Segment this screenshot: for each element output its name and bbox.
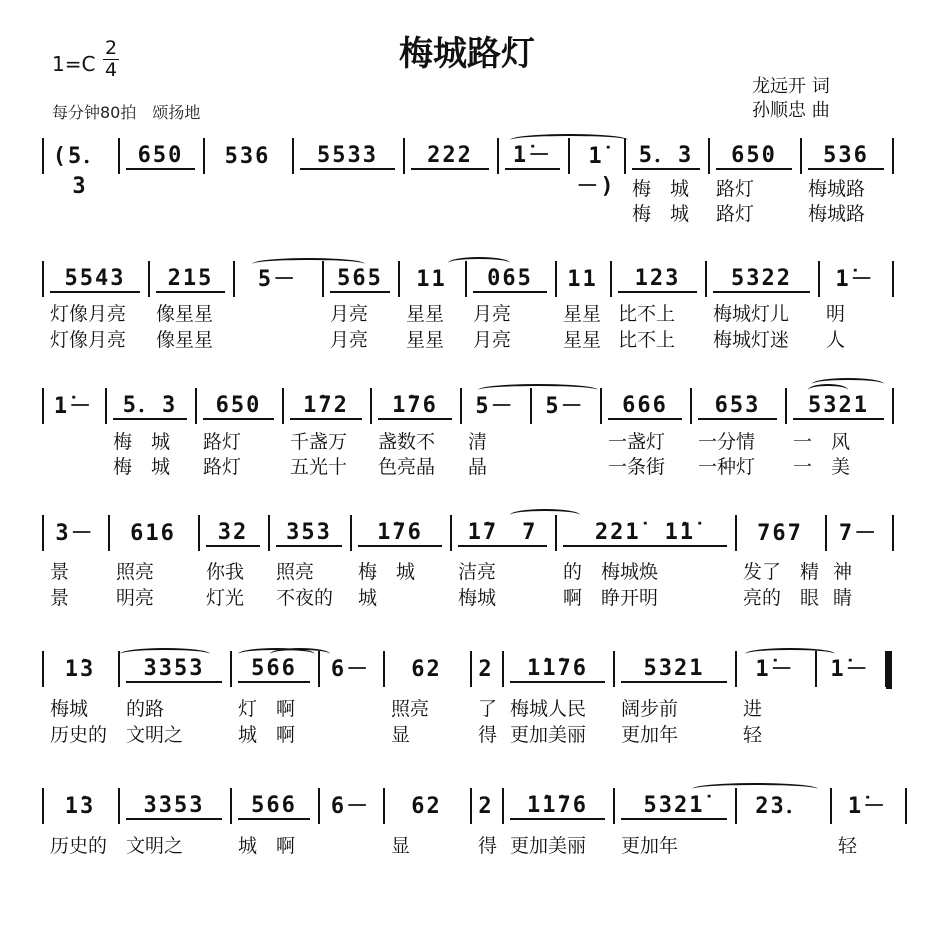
- lyric-syllables: 路灯: [716, 203, 755, 225]
- lyric-syllables: 文明之: [126, 835, 184, 857]
- measure: 1̇－: [835, 267, 875, 292]
- barline: [555, 261, 557, 297]
- lyric-syllables: 城 啊: [238, 724, 296, 746]
- lyric-syllables: 历史的: [50, 724, 108, 746]
- measure: 222: [411, 142, 489, 170]
- measure: 3353: [126, 655, 222, 683]
- barline: [705, 261, 707, 297]
- lyric-syllables: 路灯: [203, 431, 242, 453]
- barline: [403, 138, 405, 174]
- measure: 1̇76: [358, 519, 442, 547]
- lyric-syllables: 星星: [563, 303, 602, 325]
- lyric-syllables: 更加美丽: [510, 724, 587, 746]
- lyric-syllables: 月亮: [473, 303, 512, 325]
- measure: 5－: [475, 394, 515, 419]
- slur: [238, 648, 315, 660]
- barline: [230, 651, 232, 687]
- lyric-syllables: 的 梅城焕: [563, 561, 659, 583]
- barline: [800, 138, 802, 174]
- lyric-syllables: 梅 城: [358, 561, 416, 583]
- measure: 5533: [300, 142, 395, 170]
- barline: [195, 388, 197, 424]
- lyric-syllables: 梅 城: [632, 178, 690, 200]
- lyric-syllables: 一种灯: [698, 456, 756, 478]
- slur: [448, 257, 510, 269]
- lyricist-credit: 龙远开 词: [752, 76, 830, 97]
- barline: [370, 388, 372, 424]
- barline: [398, 261, 400, 297]
- lyric-syllables: 梅城: [458, 587, 497, 609]
- barline: [892, 261, 894, 297]
- lyric-syllables: 人: [826, 329, 846, 351]
- lyric-syllables: 清: [468, 431, 488, 453]
- lyric-syllables: 一盏灯: [608, 431, 666, 453]
- barline: [830, 788, 832, 824]
- barline: [282, 388, 284, 424]
- notation-row: [0, 265, 934, 351]
- lyric-syllables: 神: [833, 561, 853, 583]
- time-sig-top: 2: [104, 37, 118, 59]
- key-signature: 1=C: [52, 52, 96, 76]
- barline: [502, 788, 504, 824]
- lyric-syllables: 五光十: [290, 456, 348, 478]
- barline: [42, 788, 44, 824]
- slur: [120, 648, 210, 660]
- lyric-syllables: 一条街: [608, 456, 666, 478]
- lyric-syllables: 明: [826, 303, 846, 325]
- barline: [502, 651, 504, 687]
- measure: 1̇7 7: [458, 519, 547, 547]
- barline: [892, 388, 894, 424]
- repeat-end-barline: [886, 651, 892, 689]
- lyric-syllables: 明亮: [116, 587, 155, 609]
- lyric-syllables: 像星星: [156, 329, 214, 351]
- lyric-syllables: 星星: [406, 329, 445, 351]
- barline: [318, 788, 320, 824]
- barline: [383, 788, 385, 824]
- measure: 1̇－: [830, 657, 870, 682]
- measure: 62: [411, 794, 442, 819]
- barline: [735, 651, 737, 687]
- measure: 1̇76: [378, 392, 452, 420]
- lyric-syllables: 梅城人民: [510, 698, 587, 720]
- lyric-syllables: 星星: [406, 303, 445, 325]
- barline: [818, 261, 820, 297]
- lyric-syllables: 历史的: [50, 835, 108, 857]
- measure: (5．3: [52, 144, 108, 199]
- barline: [198, 515, 200, 551]
- lyric-syllables: 梅 城: [632, 203, 690, 225]
- measure: 23．: [755, 794, 810, 819]
- lyric-syllables: 轻: [838, 835, 858, 857]
- measure: 650: [716, 142, 792, 170]
- measure: 6－: [330, 657, 371, 682]
- lyric-syllables: 得: [478, 724, 498, 746]
- barline: [118, 788, 120, 824]
- barline: [105, 388, 107, 424]
- lyric-syllables: 轻: [743, 724, 763, 746]
- measure: 1̇－: [53, 394, 94, 419]
- lyric-syllables: 啊 睁开明: [563, 587, 659, 609]
- measure: 1̇3: [64, 794, 96, 819]
- lyric-syllables: 阔步前: [621, 698, 679, 720]
- slur: [812, 378, 884, 390]
- barline: [905, 788, 907, 824]
- lyric-syllables: 的路: [126, 698, 165, 720]
- measure: 065: [473, 265, 547, 293]
- measure: 6－: [330, 794, 371, 819]
- measure: 1̇72: [290, 392, 362, 420]
- notation-row: [0, 392, 934, 478]
- tempo-marking: 每分钟80拍 颂扬地: [52, 103, 201, 122]
- lyric-syllables: 梅城路: [808, 178, 866, 200]
- lyric-syllables: 发了 精: [743, 561, 820, 583]
- lyric-syllables: 月亮: [473, 329, 512, 351]
- lyric-syllables: 梅城灯儿: [713, 303, 790, 325]
- notation-row: [0, 142, 934, 225]
- barline: [268, 515, 270, 551]
- measure: 62: [411, 657, 442, 682]
- barline: [497, 138, 499, 174]
- barline: [42, 138, 44, 174]
- barline: [108, 515, 110, 551]
- lyric-syllables: 一 风: [793, 431, 851, 453]
- measure: 5322: [713, 265, 810, 293]
- measure: 616: [130, 521, 176, 546]
- lyric-syllables: 比不上: [618, 303, 676, 325]
- lyric-syllables: 灯像月亮: [50, 329, 127, 351]
- measure: 32: [206, 519, 260, 547]
- time-sig-bottom: 4: [104, 59, 118, 81]
- slur: [478, 384, 598, 396]
- lyric-syllables: 月亮: [330, 329, 369, 351]
- lyric-syllables: 月亮: [330, 303, 369, 325]
- measure: 1̇－): [576, 144, 616, 199]
- measure: 536: [808, 142, 884, 170]
- lyric-syllables: 睛: [833, 587, 853, 609]
- lyric-syllables: 得: [478, 835, 498, 857]
- barline: [825, 515, 827, 551]
- measure: 123: [618, 265, 697, 293]
- measure: 1̇－: [847, 794, 888, 819]
- measure: 11: [567, 267, 598, 292]
- lyric-syllables: 梅 城: [113, 431, 171, 453]
- lyric-syllables: 显: [391, 835, 411, 857]
- measure: 666: [608, 392, 682, 420]
- lyric-syllables: 灯像月亮: [50, 303, 127, 325]
- measure: 566: [238, 792, 310, 820]
- lyric-syllables: 更加年: [621, 724, 679, 746]
- barline: [785, 388, 787, 424]
- barline: [292, 138, 294, 174]
- barline: [42, 388, 44, 424]
- lyric-syllables: 路灯: [203, 456, 242, 478]
- notation-row: [0, 519, 934, 609]
- barline: [735, 515, 737, 551]
- measure: 2: [478, 794, 494, 819]
- lyric-syllables: 梅 城: [113, 456, 171, 478]
- measure: 650: [126, 142, 195, 170]
- barline: [42, 261, 44, 297]
- lyric-syllables: 一分情: [698, 431, 756, 453]
- measure: 2: [478, 657, 494, 682]
- measure: 650: [203, 392, 274, 420]
- lyric-syllables: 晶: [468, 456, 488, 478]
- barline: [613, 788, 615, 824]
- measure: 5－: [545, 394, 585, 419]
- measure: 5321: [621, 655, 727, 683]
- measure: 1̇1̇76: [510, 655, 605, 683]
- lyric-syllables: 景: [50, 561, 70, 583]
- measure: 3353: [126, 792, 222, 820]
- measure: 5543: [50, 265, 140, 293]
- lyric-syllables: 路灯: [716, 178, 755, 200]
- slur: [252, 258, 365, 270]
- lyric-syllables: 灯光: [206, 587, 245, 609]
- measure: 1̇3: [64, 657, 96, 682]
- lyric-syllables: 灯 啊: [238, 698, 296, 720]
- lyric-syllables: 星星: [563, 329, 602, 351]
- barline: [383, 651, 385, 687]
- measure: 536: [224, 144, 271, 169]
- barline: [230, 788, 232, 824]
- measure: 7－: [838, 521, 879, 546]
- barline: [42, 651, 44, 687]
- measure: 215: [156, 265, 225, 293]
- lyric-syllables: 照亮: [116, 561, 155, 583]
- barline: [610, 261, 612, 297]
- measure: 5321̇: [621, 792, 727, 820]
- lyric-syllables: 更加年: [621, 835, 679, 857]
- lyric-syllables: 像星星: [156, 303, 214, 325]
- measure: 5．3: [113, 392, 187, 420]
- lyric-syllables: 比不上: [618, 329, 676, 351]
- barline: [233, 261, 235, 297]
- lyric-syllables: 景: [50, 587, 70, 609]
- barline: [470, 651, 472, 687]
- lyric-syllables: 更加美丽: [510, 835, 587, 857]
- measure: 1̇1̇76: [510, 792, 605, 820]
- lyric-syllables: 了: [478, 698, 498, 720]
- measure: 566: [238, 655, 310, 683]
- slur: [692, 783, 818, 795]
- measure: 5321: [793, 392, 884, 420]
- lyric-syllables: 梅城灯迷: [713, 329, 790, 351]
- notation-row: [0, 792, 934, 857]
- measure: 353: [276, 519, 342, 547]
- measure: 1̇－: [755, 657, 795, 682]
- lyric-syllables: 千盏万: [290, 431, 348, 453]
- measure: 767: [757, 521, 803, 546]
- slur: [510, 509, 580, 521]
- composer-credit: 孙顺忠 曲: [752, 100, 830, 121]
- lyric-syllables: 洁亮: [458, 561, 497, 583]
- lyric-syllables: 色亮晶: [378, 456, 436, 478]
- measure: 11: [416, 267, 447, 292]
- measure: 1̇－: [505, 142, 560, 170]
- lyric-syllables: 城 啊: [238, 835, 296, 857]
- lyric-syllables: 梅城路: [808, 203, 866, 225]
- time-signature: [103, 38, 119, 81]
- lyric-syllables: 显: [391, 724, 411, 746]
- barline: [148, 261, 150, 297]
- barline: [350, 515, 352, 551]
- measure: 5－: [257, 267, 298, 292]
- barline: [203, 138, 205, 174]
- lyric-syllables: 你我: [206, 561, 245, 583]
- measure: 221̇ 1̇1̇: [563, 519, 727, 547]
- barline: [460, 388, 462, 424]
- barline: [708, 138, 710, 174]
- barline: [892, 138, 894, 174]
- lyric-syllables: 盏数不: [378, 431, 436, 453]
- barline: [470, 788, 472, 824]
- lyric-syllables: 梅城: [50, 698, 89, 720]
- barline: [118, 138, 120, 174]
- lyric-syllables: 照亮: [276, 561, 315, 583]
- lyric-syllables: 不夜的: [276, 587, 334, 609]
- barline: [450, 515, 452, 551]
- lyric-syllables: 文明之: [126, 724, 184, 746]
- barline: [42, 515, 44, 551]
- slur: [510, 134, 628, 146]
- song-title: 梅城路灯: [399, 34, 535, 74]
- slur: [745, 648, 835, 660]
- measure: 653: [698, 392, 777, 420]
- lyric-syllables: 亮的 眼: [743, 587, 820, 609]
- lyric-syllables: 城: [358, 587, 378, 609]
- barline: [892, 515, 894, 551]
- barline: [600, 388, 602, 424]
- measure: 5．3: [632, 142, 700, 170]
- lyric-syllables: 一 美: [793, 456, 851, 478]
- barline: [690, 388, 692, 424]
- lyric-syllables: 进: [743, 698, 763, 720]
- barline: [613, 651, 615, 687]
- lyric-syllables: 照亮: [391, 698, 430, 720]
- measure: 565: [330, 265, 390, 293]
- measure: 3－: [55, 521, 95, 546]
